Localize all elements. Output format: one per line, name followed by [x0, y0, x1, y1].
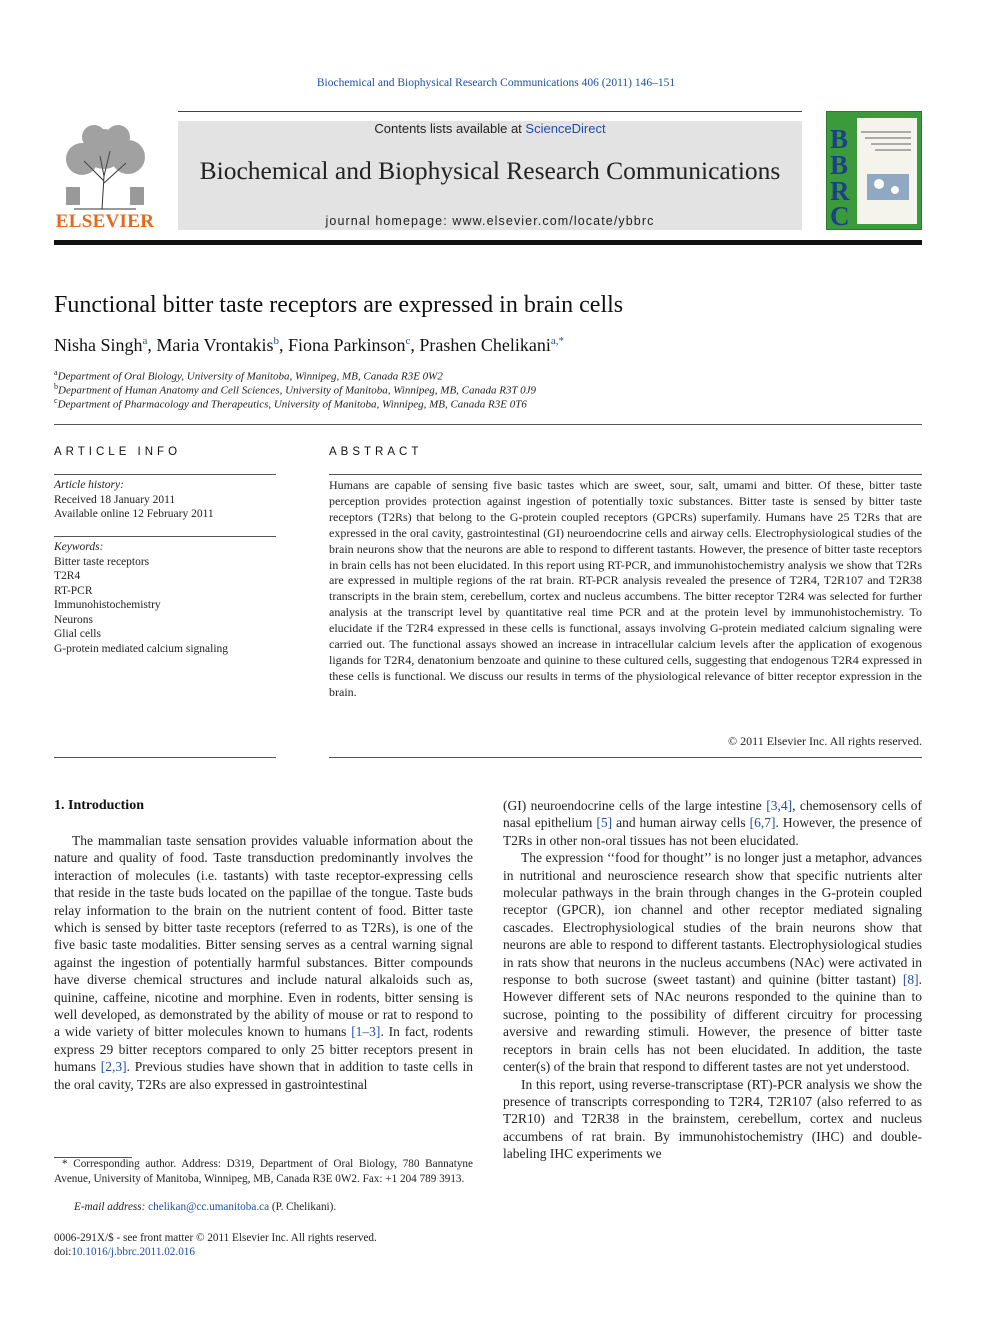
citation-link[interactable]: [2,3] [100, 1059, 127, 1075]
cover-letter-1: B [830, 124, 849, 154]
contents-prefix: Contents lists available at [374, 121, 526, 136]
intro-paragraph [54, 832, 473, 1093]
received-date: Received 18 January 2011 [54, 493, 176, 506]
intro-text: The expression ‘‘food for thought’’ is no longer just a metaphor, advances in nutritional and neuroscience research show that specific nutrients alter molecular pathways in the brain through changes in the G-protein coupled receptor (GPCR), ion channel and other receptor mediated signaling cascades. Electrophysiological studies of the brain neurons show that neurons are able to respond to different tastants. Electrophysiological studies in rats show that neurons in the nucleus accumbens (NAc) were activated in response to both sucrose (sweet tastant) and quinine (bitter tastant) [503, 850, 922, 988]
article-info-heading: ARTICLE INFO [54, 446, 182, 458]
citation-link[interactable]: [3,4] [766, 798, 793, 813]
intro-text: (GI) neuroendocrine cells of the large intestine [503, 798, 767, 813]
bbrc-cover-image [826, 111, 922, 230]
article-info-bottom-rule [54, 757, 276, 758]
affiliation-mark: c [54, 396, 58, 405]
keyword: Glial cells [54, 628, 101, 640]
history-label: Article history: [54, 479, 124, 491]
author-affil-mark[interactable]: c [405, 335, 411, 347]
journal-homepage[interactable]: journal homepage: www.elsevier.com/locate/ybbrc [325, 214, 655, 228]
doi-link[interactable]: 10.1016/j.bbrc.2011.02.016 [71, 1246, 195, 1258]
author-affil-mark[interactable]: a,* [550, 335, 564, 347]
citation-link[interactable]: [1–3] [351, 1024, 381, 1040]
article-info-rule [54, 474, 276, 475]
header-rule [178, 111, 802, 112]
email-suffix: (P. Chelikani). [269, 1201, 337, 1213]
intro-paragraph [503, 849, 922, 1075]
intro-text: . However, the presence of T2Rs in other non-oral tissues has not been elucidated. [503, 815, 922, 848]
intro-paragraph: In this report, using reverse-transcriptase (RT)-PCR analysis we show the presence of transcripts corresponding to T2R4, T2R107 (also referred to as T2R10) and T2R38 in the brainstem, cerebellum, cortex and nucleus accumbens of rat brain. By immunohistochemistry (IHC) and double-labeling IHC experiments we [503, 1076, 922, 1162]
author-name[interactable]: Maria Vrontakis [156, 335, 274, 355]
article-history [54, 478, 276, 522]
keyword: G-protein mediated calcium signaling [54, 642, 229, 655]
abstract-bottom-rule [329, 757, 922, 758]
author-list: Nisha Singh$^a$, Maria Vrontakis$^b$, Fiona Parkinson$^c$, Prashen Chelikani$^{a,*}$ [54, 335, 564, 355]
keyword: Bitter taste receptors [54, 555, 150, 568]
intro-text: and human airway cells [612, 815, 750, 831]
author-name[interactable]: Fiona Parkinson [287, 335, 406, 355]
abstract-text: Humans are capable of sensing five basic tastes which are sweet, sour, salt, umami and bitter. Of these, bitter taste perception provides protection against ingestion of potentially toxic substances. Bitter taste is sensed by bitter taste receptors (T2Rs) that belong to the G-protein coupled receptors (GPCRs) superfamily. Humans have 25 T2Rs that are expressed in the oral cavity, gastrointestinal (GI) neuroendocrine cells and airway cells. Electrophysiological studies of the brain neurons show that the neurons are able to respond to different tastants. However, the presence of bitter taste receptors in brain cells has not been elucidated. In this report using RT-PCR, and immunohistochemistry analysis we show that T2Rs are expressed in multiple regions of the rat brain. RT-PCR analysis revealed the presence of T2R4, T2R107 and T2R38 transcripts in the brain stem, cerebellum, cortex and nucleus accumbens. The bitter receptor T2R4 was selected for further analysis at the transcript level by quantitative real time PCR and at the protein level by immunohistochemistry. To elucidate if the T2R4 expressed in these cells is functional, assays involving G-protein mediated calcium signaling were carried out. The functional assays showed an increase in intracellular calcium levels after the application of exogenous ligands for T2R4, denatonium benzoate and quinine to these cultured cells, suggesting that endogenous T2R4 expressed in these cells is functional. We discuss our results in terms of the physiological relevance of bitter receptor expression in the brain. [329, 478, 922, 699]
keyword: Immunohistochemistry [54, 599, 161, 611]
cover-letter-3: R [830, 176, 850, 206]
intro-text: . However different sets of NAc neurons responded to the quinine than to sucrose, pointing to the possibility of different circuitry for processing aversive and rewarding stimuli. However, the presence of bitter taste receptors in brain cells has not been elucidated. In addition, the taste center(s) of the brain that respond to different tastes are not yet understood. [503, 972, 922, 1075]
available-date: Available online 12 February 2011 [54, 508, 214, 520]
sciencedirect-link[interactable]: ScienceDirect [525, 121, 606, 136]
elsevier-wordmark: ELSEVIER [55, 211, 155, 232]
cover-letter-4: C [830, 201, 850, 229]
affiliation [54, 382, 536, 397]
intro-text: The mammalian taste sensation provides valuable information about the nature and quality of food. Taste transduction predominantly involves the interaction of molecules (i.e. tastants) with taste receptor-expressing cells that reside in the taste buds located on the papillae of the tongue. Taste buds relay information to the brain on the nutrient content of food. Bitter taste which is sensed by bitter taste receptors (referred to as T2Rs), is one of the five basic taste modalities. Bitter sensing serves as a central warning signal against the ingestion of potentially harmful substances. Bitter compounds have diverse chemical structures and include natural alkaloids such as, quinine, caffeine, nicotine and morphine. Even in rodents, bitter sensing is well developed, as demonstrated by the ability of mouse or rat to respond to a wide variety of bitter molecules known to humans [54, 833, 473, 1040]
intro-right-column [503, 797, 922, 1163]
affiliation [54, 396, 527, 411]
abstract-rule [329, 474, 922, 475]
affiliation-text: Department of Human Anatomy and Cell Sciences, University of Manitoba, Winnipeg, MB, Canada R3T 0J9 [58, 384, 537, 397]
affiliation-rule [54, 424, 922, 425]
email-label: E-mail address: [74, 1201, 149, 1213]
email-link[interactable]: chelikan@cc.umanitoba.ca [148, 1201, 270, 1213]
keyword: RT-PCR [54, 584, 93, 597]
front-matter [54, 1231, 377, 1259]
keyword: Neurons [54, 613, 93, 626]
author-affil-mark[interactable]: a [142, 335, 148, 347]
issn-line: 0006-291X/$ - see front matter © 2011 Elsevier Inc. All rights reserved. [54, 1232, 377, 1244]
keywords-block [54, 540, 276, 656]
author-affil-mark[interactable]: b [273, 335, 279, 347]
header-heavy-rule [54, 240, 922, 245]
affiliation-text: Department of Pharmacology and Therapeutics, University of Manitoba, Winnipeg, MB, Canada R3E 0T6 [57, 398, 527, 411]
intro-left-column [54, 832, 473, 1093]
affiliation-mark: a [54, 368, 58, 377]
intro-text: . In fact, rodents express 29 bitter receptors compared to only 25 bitter receptors present in humans [54, 1024, 473, 1075]
author-name[interactable]: Nisha Singh [54, 335, 143, 355]
citation-link[interactable]: [8] [902, 972, 919, 988]
introduction-heading: 1. Introduction [54, 798, 144, 813]
keywords-rule [54, 536, 276, 537]
citation-link[interactable]: [5] [596, 815, 613, 831]
journal-reference[interactable]: Biochemical and Biophysical Research Communications 406 (2011) 146–151 [316, 77, 676, 89]
cover-letter-2: B [830, 150, 849, 180]
keyword: T2R4 [54, 570, 81, 582]
abstract-copyright: © 2011 Elsevier Inc. All rights reserved. [728, 734, 922, 748]
journal-title: Biochemical and Biophysical Research Communications [199, 156, 781, 185]
keywords-label: Keywords: [54, 541, 104, 553]
email-note [54, 1200, 473, 1215]
affiliation [54, 368, 443, 383]
intro-paragraph [503, 797, 922, 849]
affiliation-mark: b [54, 382, 58, 391]
intro-text: . Previous studies have shown that in addition to taste cells in the oral cavity, T2Rs are also expressed in gastrointestinal [54, 1059, 473, 1092]
doi-prefix: doi: [54, 1246, 72, 1258]
corresponding-author-note: * Corresponding author. Address: D319, Department of Oral Biology, 780 Bannatyne Avenue, University of Manitoba, Winnipeg, MB, Canada R3E 0W2. Fax: +1 204 789 3913. [54, 1158, 473, 1185]
intro-text: , chemosensory cells of nasal epithelium [503, 798, 922, 831]
contents-line [178, 121, 802, 136]
affiliation-text: Department of Oral Biology, University of Manitoba, Winnipeg, MB, Canada R3E 0W2 [57, 370, 443, 383]
article-title: Functional bitter taste receptors are expressed in brain cells [54, 292, 624, 318]
abstract-heading: ABSTRACT [329, 446, 423, 458]
doi-line [54, 1245, 377, 1259]
author-name[interactable]: Prashen Chelikani [419, 335, 551, 355]
citation-link[interactable]: [6,7] [749, 815, 776, 831]
